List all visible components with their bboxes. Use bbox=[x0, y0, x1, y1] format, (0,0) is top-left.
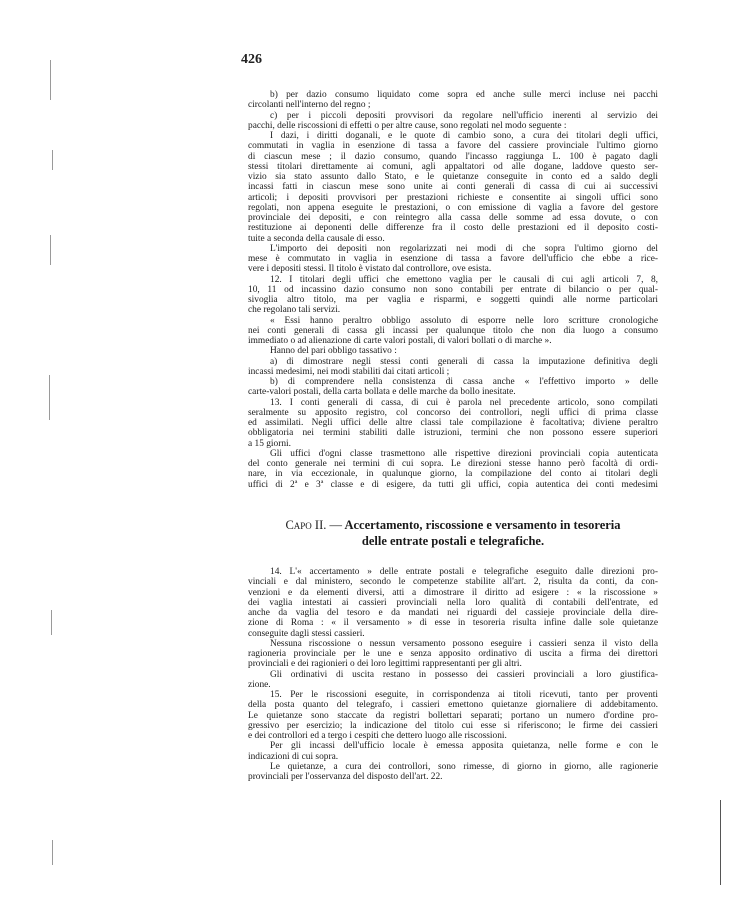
text-line: 13. I conti generali di cassa, di cui è parola nel precedente articolo, sono compilati bbox=[270, 397, 658, 408]
text-line: pacchi, delle riscossioni di effetti o per altre cause, sono regolati nel modo seguente : bbox=[248, 120, 567, 131]
text-line: I dazi, i diritti doganali, e le quote di cambio sono, a cura dei titolari degli uffici, bbox=[270, 131, 658, 141]
text-line: c) per i piccoli depositi provvisori da regolare nell'ufficio inerenti al servizio dei bbox=[270, 110, 658, 121]
text-line: dei vaglia intestati ai cassieri provinciali nella loro qualità di contabili dell'entrate, ed bbox=[248, 597, 658, 608]
scan-margin-mark bbox=[52, 840, 53, 865]
text-line: a 15 giorni. bbox=[248, 438, 291, 449]
text-line: vizio sia stato assunto dallo Stato, e le quietanze conseguite in conto ed a saldo degli bbox=[248, 172, 658, 182]
paragraph bbox=[248, 346, 658, 356]
paragraph bbox=[248, 670, 658, 691]
text-line: nare, in via eccezionale, in qualunque giorno, la compilazione del conto ai titolari degli bbox=[248, 469, 658, 480]
text-line: della posta quanto del telegrafo, i cassieri emettono quietanze giornaliere di addebitamento. bbox=[248, 700, 658, 711]
text-line: e dei controllori ed a tergo i cespiti che dettero luogo alle riscossioni. bbox=[248, 731, 507, 741]
text-line: venzioni e da elementi diversi, atti a dimostrare il diritto ad esigere : « la riscossione » bbox=[248, 587, 658, 598]
chapter-heading-line-1 bbox=[248, 517, 658, 533]
text-line: stessi titolari direttamente ai comuni, agli appaltatori od alle dogane, laddove questo ser- bbox=[248, 161, 658, 172]
text-line: 15. Per le riscossioni eseguite, in corrispondenza ai titoli ricevuti, tanto per proventi bbox=[270, 690, 658, 700]
text-line: vere i depositi stessi. Il titolo è vistato dal controllore, ove esista. bbox=[248, 264, 492, 275]
paragraph bbox=[248, 762, 658, 783]
scan-margin-mark bbox=[49, 375, 50, 420]
text-line: 10, 11 od incassino dazio consumo non sono contabili per entrate di bilancio o per qual- bbox=[248, 284, 658, 295]
text-line: b) per dazio consumo liquidato come sopra ed anche sulle merci incluse nei pacchi bbox=[270, 90, 658, 100]
text-line: gressivo per esercizio; la indicazione del titolo cui esse si riferiscono; le firme dei cassieri bbox=[248, 720, 658, 731]
paragraph bbox=[248, 398, 658, 449]
text-line: b) di comprendere nella consistenza di cassa anche « l'effettivo importo » delle bbox=[270, 377, 658, 387]
text-line: indicazioni di cui sopra. bbox=[248, 751, 339, 762]
text-line: Gli ordinativi di uscita restano in possesso dei cassieri provinciali a loro giustifica- bbox=[270, 669, 658, 680]
paragraph bbox=[248, 377, 658, 398]
text-line: vinciali e dal ministero, secondo le competenze stabilite all'art. 2, risulta da conti, da con- bbox=[248, 577, 658, 588]
text-line: mese è commutato in vaglia in esenzione di tassa a favore dell'ufficio che ebbe a rice- bbox=[248, 254, 658, 264]
paragraph bbox=[248, 449, 658, 490]
text-line: restituzione ai deponenti delle differenze fra il costo delle prestazioni ed il deposito costi- bbox=[248, 223, 658, 234]
paragraph bbox=[248, 639, 658, 670]
scan-margin-mark bbox=[52, 150, 53, 170]
paragraph bbox=[248, 244, 658, 275]
scan-margin-mark bbox=[50, 235, 51, 265]
paragraph bbox=[248, 741, 658, 762]
text-line: regolati, non appena eseguite le prestazioni, o con emissione di vaglia a favore del gestore bbox=[248, 202, 658, 213]
text-line: zione di Roma : « il versamento » di esse in tesoreria risulta infine dalle sole quietanze bbox=[248, 618, 658, 629]
scan-edge-line bbox=[720, 800, 721, 885]
text-line: immediato o ad alienazione di carte valori postali, di valori bollati o di marche ». bbox=[248, 336, 552, 346]
chapter-heading-line-2: delle entrate postali e telegrafiche. bbox=[361, 534, 545, 548]
paragraph bbox=[248, 131, 658, 244]
text-line: conseguite dagli stessi cassieri. bbox=[248, 628, 365, 639]
text-line: che regolano tali servizi. bbox=[248, 305, 341, 316]
text-line: incassi fatti in ciascun mese sono unite ai conti generali di cassa di cui ai successivi bbox=[248, 182, 658, 193]
text-line: a) di dimostrare negli stessi conti generali di cassa la imputazione definitiva degli bbox=[270, 356, 658, 367]
text-line: carte-valori postali, della carta bollata e delle marche da bollo inesitate. bbox=[248, 387, 516, 398]
text-section-1 bbox=[248, 90, 658, 490]
text-line: Gli uffici d'ogni classe trasmettono alle rispettive direzioni provinciali copia autenticata bbox=[270, 448, 658, 459]
text-line: L'importo dei depositi non regolarizzati nei modi di che sopra l'ultimo giorno del bbox=[270, 243, 658, 254]
text-line: incassi medesimi, nei modi stabiliti dai citati articoli ; bbox=[248, 366, 450, 377]
text-line: Per gli incassi dell'ufficio locale è emessa apposita quietanza, nelle forme e con le bbox=[270, 741, 658, 752]
text-line: sivoglia altro titolo, ma per vaglia e risparmi, e soggetti quindi alle norme particolari bbox=[248, 295, 658, 305]
text-line: Le quietanze, a cura dei controllori, sono rimesse, di giorno in giorno, alle ragionerie bbox=[270, 761, 658, 772]
text-line: provinciale dei depositi, e con reintegro alla cassa delle somme ad essa dovute, o con bbox=[248, 213, 658, 223]
paragraph bbox=[248, 567, 658, 639]
paragraph bbox=[248, 111, 658, 132]
text-line: obbligatoria nei termini stabiliti dalle istruzioni, termini che non possono essere superiori bbox=[248, 428, 658, 439]
text-line: Hanno del pari obbligo tassativo : bbox=[270, 346, 397, 357]
text-line: Nessuna riscossione o nessun versamento possono eseguire i cassieri senza il visto della bbox=[270, 638, 658, 649]
text-line: provinciali per l'osservanza del disposto dell'art. 22. bbox=[248, 772, 443, 782]
text-line: zione. bbox=[248, 679, 271, 690]
text-line: ed assimilati. Negli uffici delle altre classi tale compilazione è facoltativa; diviene peraltro bbox=[248, 418, 658, 428]
paragraph bbox=[248, 690, 658, 741]
text-line: di ciascun mese ; il dazio consumo, quando l'incasso raggiunga L. 100 è pagato dagli bbox=[248, 151, 658, 162]
chapter-label: Capo II. — bbox=[285, 518, 343, 532]
text-line: 12. I titolari degli uffici che emettono vaglia per le causali di cui agli articoli 7, 8, bbox=[270, 274, 658, 285]
text-line: anche da vaglia del tesoro e da mandati nei riguardi del cassieje provinciale della dire- bbox=[248, 608, 658, 618]
text-line: provinciali e dei ragionieri o dei loro legittimi rappresentanti per gli altri. bbox=[248, 659, 522, 670]
paragraph bbox=[248, 357, 658, 378]
text-line: Le quietanze sono staccate da registri bollettari separati; portano un numero d'ordine pro- bbox=[248, 710, 658, 721]
text-line: seralmente su apposito registro, col concorso dei controllori, negli uffici di prima classe bbox=[248, 407, 658, 418]
text-line: commutati in vaglia in esenzione di tassa a favore del cassiere provinciale l'ultimo giorno bbox=[248, 141, 658, 152]
text-line: ragioneria provinciale per le une e senza apposito ordinativo di uscita a firma dei direttori bbox=[248, 649, 658, 659]
text-line: 14. L'« accertamento » delle entrate postali e telegrafiche eseguito dalle direzioni pro- bbox=[270, 567, 658, 577]
text-line: del conto generale nei termini di cui sopra. Le direzioni stesse hanno però facoltà di ordi- bbox=[248, 459, 658, 469]
text-line: uffici di 2ª e 3ª classe e di esigere, da tutti gli uffici, copia autentica dei conti medesimi bbox=[248, 479, 658, 490]
scan-margin-mark bbox=[51, 610, 52, 635]
text-section-2 bbox=[248, 567, 658, 782]
paragraph bbox=[248, 316, 658, 347]
text-line: « Essi hanno peraltro obbligo assoluto di esporre nelle loro scritture cronologiche bbox=[270, 315, 658, 326]
page-number: 426 bbox=[241, 52, 262, 67]
scan-margin-mark bbox=[50, 60, 51, 100]
text-line: articoli; i depositi provvisori per prestazioni richieste e consentite ai singoli uffici sono bbox=[248, 192, 658, 203]
text-line: tuite a seconda della causale di esso. bbox=[248, 233, 385, 244]
paragraph bbox=[248, 90, 658, 111]
text-line: nei conti generali di cassa gli incassi per qualunque titolo che non dia luogo a consumo bbox=[248, 325, 658, 336]
paragraph bbox=[248, 275, 658, 316]
text-line: circolanti nell'interno del regno ; bbox=[248, 100, 371, 111]
chapter-title: Accertamento, riscossione e versamento in tesoreria bbox=[344, 518, 621, 532]
